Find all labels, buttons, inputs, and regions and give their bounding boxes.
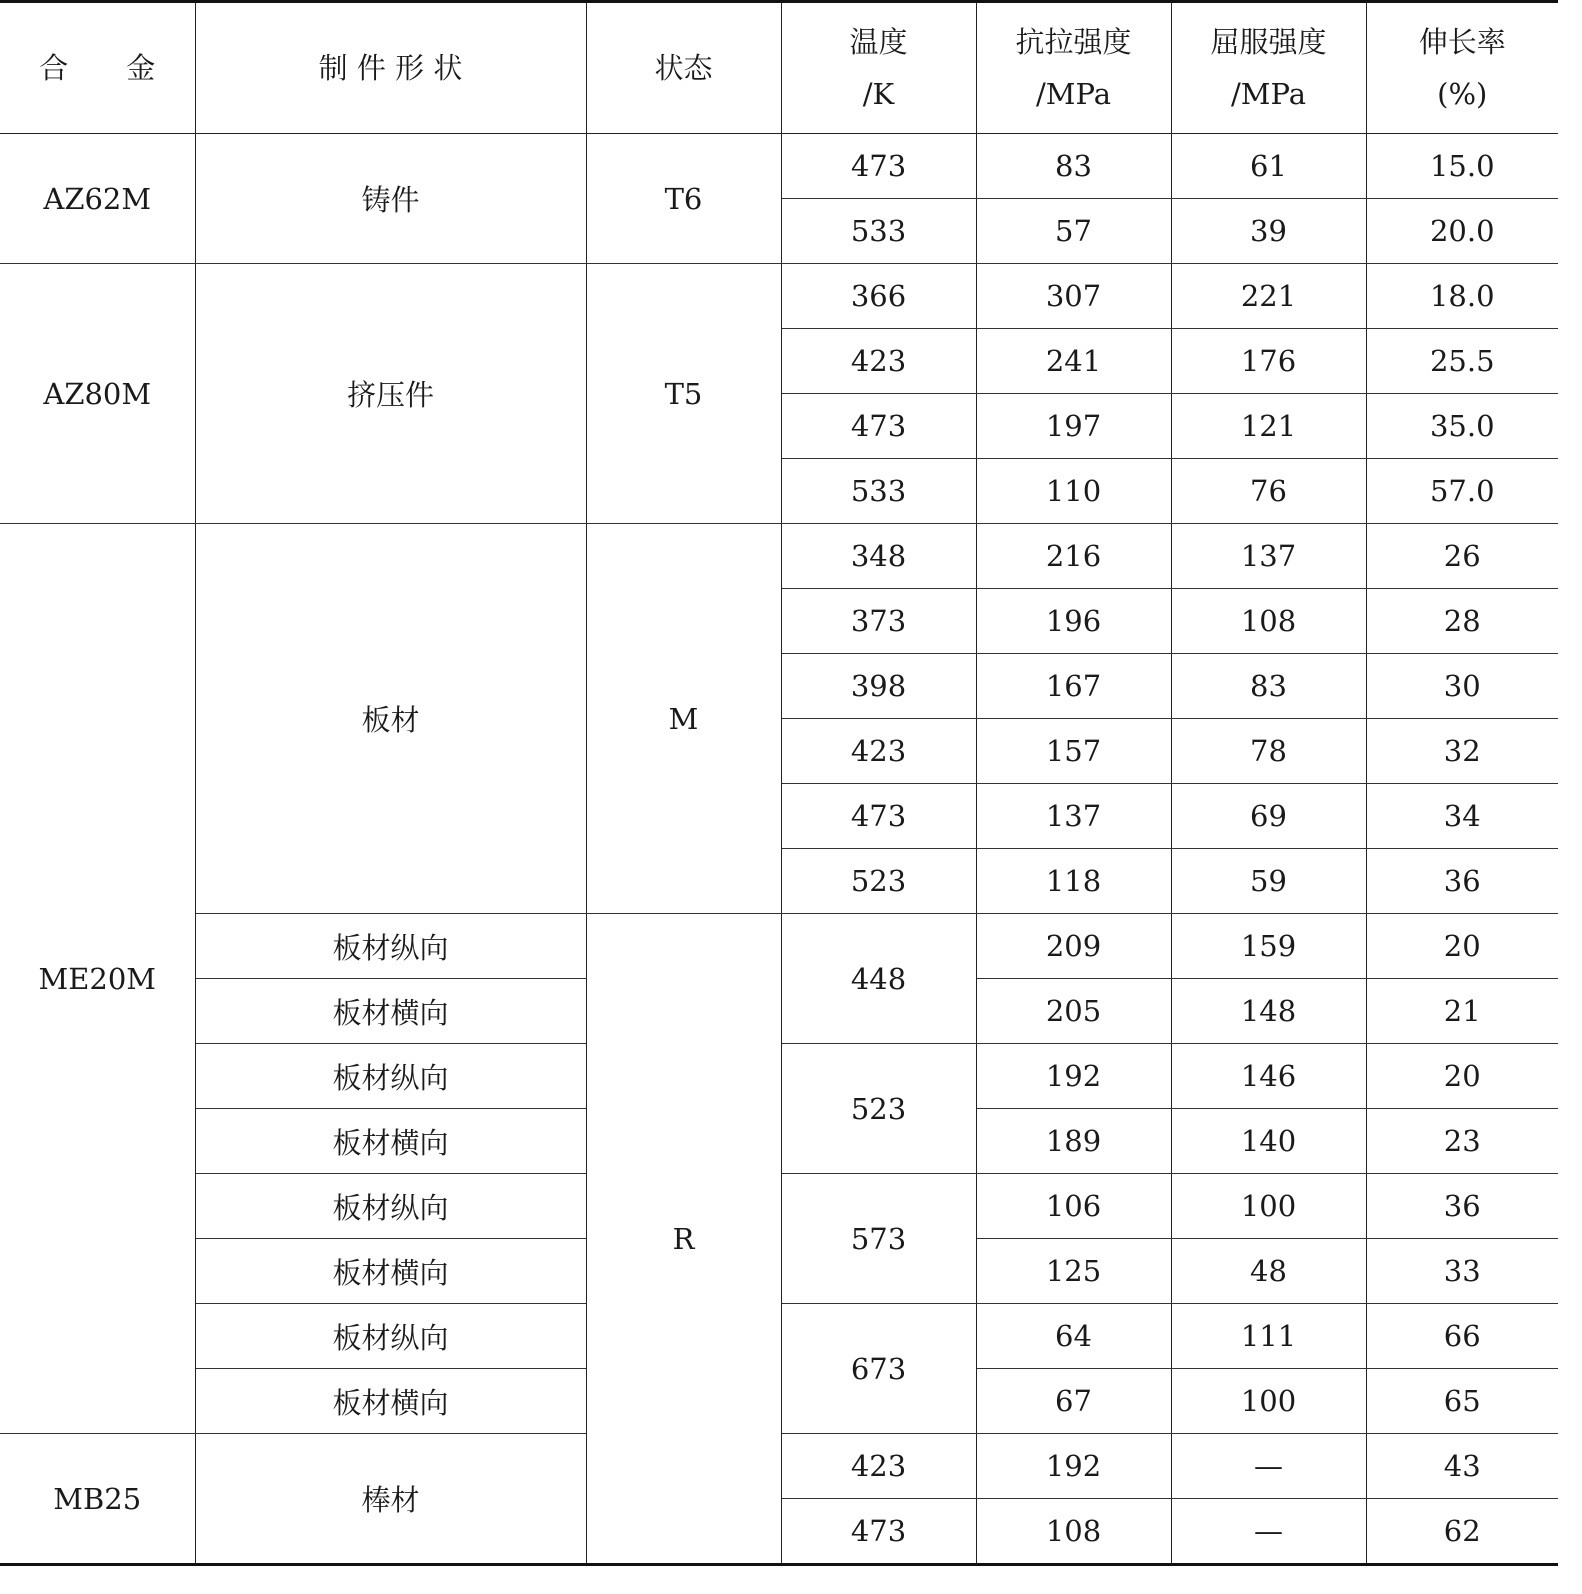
yield-cell: 221 xyxy=(1171,264,1366,329)
elong-cell: 20 xyxy=(1366,1044,1558,1109)
elong-cell: 33 xyxy=(1366,1239,1558,1304)
elong-cell: 66 xyxy=(1366,1304,1558,1369)
table-row xyxy=(0,264,1558,329)
elong-cell: 25.5 xyxy=(1366,329,1558,394)
temp-cell: 423 xyxy=(781,719,976,784)
elong-cell: 21 xyxy=(1366,979,1558,1044)
header-state: 状态 xyxy=(586,2,781,134)
tensile-cell: 118 xyxy=(976,849,1171,914)
yield-cell: 108 xyxy=(1171,589,1366,654)
yield-cell: 61 xyxy=(1171,134,1366,199)
temp-cell: 533 xyxy=(781,459,976,524)
tensile-cell: 106 xyxy=(976,1174,1171,1239)
tensile-cell: 64 xyxy=(976,1304,1171,1369)
temp-cell: 673 xyxy=(781,1304,976,1434)
elong-cell: 20.0 xyxy=(1366,199,1558,264)
yield-cell: 76 xyxy=(1171,459,1366,524)
elong-cell: 65 xyxy=(1366,1369,1558,1434)
state-cell: R xyxy=(586,914,781,1565)
temp-cell: 523 xyxy=(781,849,976,914)
tensile-cell: 197 xyxy=(976,394,1171,459)
state-cell: T5 xyxy=(586,264,781,524)
yield-cell: 83 xyxy=(1171,654,1366,719)
shape-cell: 板材横向 xyxy=(195,1239,586,1304)
header-yield-strength: 屈服强度 /MPa xyxy=(1171,2,1366,134)
yield-cell: — xyxy=(1171,1499,1366,1565)
temp-cell: 473 xyxy=(781,1499,976,1565)
shape-cell: 棒材 xyxy=(195,1434,586,1565)
temp-cell: 423 xyxy=(781,329,976,394)
tensile-cell: 137 xyxy=(976,784,1171,849)
state-cell: T6 xyxy=(586,134,781,264)
tensile-cell: 192 xyxy=(976,1434,1171,1499)
yield-cell: 39 xyxy=(1171,199,1366,264)
elong-cell: 23 xyxy=(1366,1109,1558,1174)
yield-cell: 140 xyxy=(1171,1109,1366,1174)
elong-cell: 62 xyxy=(1366,1499,1558,1565)
tensile-cell: 192 xyxy=(976,1044,1171,1109)
tensile-cell: 209 xyxy=(976,914,1171,979)
tensile-cell: 167 xyxy=(976,654,1171,719)
yield-cell: 69 xyxy=(1171,784,1366,849)
elong-cell: 15.0 xyxy=(1366,134,1558,199)
shape-cell: 板材纵向 xyxy=(195,1174,586,1239)
elong-cell: 43 xyxy=(1366,1434,1558,1499)
alloy-cell: AZ80M xyxy=(0,264,195,524)
tensile-cell: 57 xyxy=(976,199,1171,264)
elong-cell: 28 xyxy=(1366,589,1558,654)
tensile-cell: 67 xyxy=(976,1369,1171,1434)
temp-cell: 373 xyxy=(781,589,976,654)
header-alloy: 合 金 xyxy=(0,2,195,134)
tensile-cell: 108 xyxy=(976,1499,1171,1565)
temp-cell: 523 xyxy=(781,1044,976,1174)
elong-cell: 34 xyxy=(1366,784,1558,849)
tensile-cell: 83 xyxy=(976,134,1171,199)
temp-cell: 448 xyxy=(781,914,976,1044)
shape-cell: 板材纵向 xyxy=(195,914,586,979)
yield-cell: 121 xyxy=(1171,394,1366,459)
header-shape: 制 件 形 状 xyxy=(195,2,586,134)
yield-cell: 146 xyxy=(1171,1044,1366,1109)
state-cell: M xyxy=(586,524,781,914)
header-row xyxy=(0,2,1558,134)
temp-cell: 473 xyxy=(781,784,976,849)
yield-cell: 78 xyxy=(1171,719,1366,784)
elong-cell: 35.0 xyxy=(1366,394,1558,459)
yield-cell: 137 xyxy=(1171,524,1366,589)
elong-cell: 18.0 xyxy=(1366,264,1558,329)
yield-cell: 59 xyxy=(1171,849,1366,914)
yield-cell: 176 xyxy=(1171,329,1366,394)
temp-cell: 398 xyxy=(781,654,976,719)
temp-cell: 473 xyxy=(781,394,976,459)
yield-cell: 159 xyxy=(1171,914,1366,979)
yield-cell: 148 xyxy=(1171,979,1366,1044)
elong-cell: 20 xyxy=(1366,914,1558,979)
shape-cell: 板材纵向 xyxy=(195,1044,586,1109)
alloy-cell: ME20M xyxy=(0,524,195,1434)
table-row xyxy=(0,524,1558,589)
temp-cell: 348 xyxy=(781,524,976,589)
tensile-cell: 307 xyxy=(976,264,1171,329)
shape-cell: 铸件 xyxy=(195,134,586,264)
elong-cell: 57.0 xyxy=(1366,459,1558,524)
alloy-cell: MB25 xyxy=(0,1434,195,1565)
elong-cell: 30 xyxy=(1366,654,1558,719)
yield-cell: 111 xyxy=(1171,1304,1366,1369)
tensile-cell: 157 xyxy=(976,719,1171,784)
yield-cell: 100 xyxy=(1171,1369,1366,1434)
elong-cell: 32 xyxy=(1366,719,1558,784)
header-elongation: 伸长率 (%) xyxy=(1366,2,1558,134)
tensile-cell: 110 xyxy=(976,459,1171,524)
yield-cell: 48 xyxy=(1171,1239,1366,1304)
shape-cell: 挤压件 xyxy=(195,264,586,524)
table-row xyxy=(0,134,1558,199)
shape-cell: 板材横向 xyxy=(195,1369,586,1434)
header-tensile-strength: 抗拉强度 /MPa xyxy=(976,2,1171,134)
elong-cell: 36 xyxy=(1366,849,1558,914)
temp-cell: 423 xyxy=(781,1434,976,1499)
temp-cell: 533 xyxy=(781,199,976,264)
table-row xyxy=(0,914,1558,979)
tensile-cell: 196 xyxy=(976,589,1171,654)
yield-cell: — xyxy=(1171,1434,1366,1499)
tensile-cell: 189 xyxy=(976,1109,1171,1174)
header-temperature: 温度 /K xyxy=(781,2,976,134)
shape-cell: 板材 xyxy=(195,524,586,914)
tensile-cell: 205 xyxy=(976,979,1171,1044)
temp-cell: 473 xyxy=(781,134,976,199)
shape-cell: 板材纵向 xyxy=(195,1304,586,1369)
yield-cell: 100 xyxy=(1171,1174,1366,1239)
elong-cell: 26 xyxy=(1366,524,1558,589)
tensile-cell: 125 xyxy=(976,1239,1171,1304)
temp-cell: 366 xyxy=(781,264,976,329)
shape-cell: 板材横向 xyxy=(195,1109,586,1174)
tensile-cell: 241 xyxy=(976,329,1171,394)
elong-cell: 36 xyxy=(1366,1174,1558,1239)
shape-cell: 板材横向 xyxy=(195,979,586,1044)
temp-cell: 573 xyxy=(781,1174,976,1304)
tensile-cell: 216 xyxy=(976,524,1171,589)
alloy-cell: AZ62M xyxy=(0,134,195,264)
